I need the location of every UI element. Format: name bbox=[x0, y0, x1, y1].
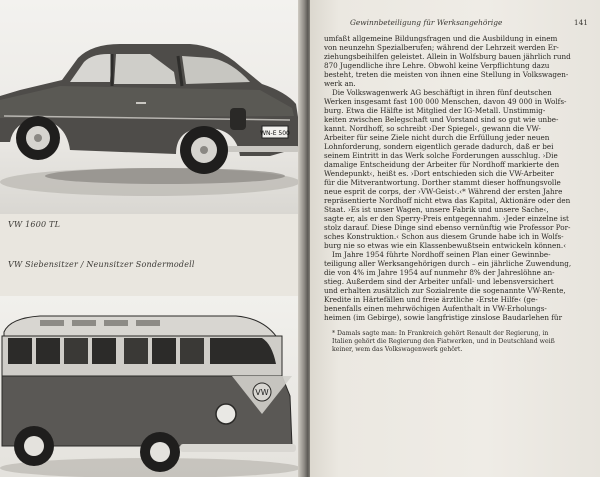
text-line: burg nie so etwas wie ein Klassenbewußtsein entwickeln können.‹ bbox=[324, 241, 567, 250]
text-line: Wendepunkt‹, heißt es. ›Dort entschieden sich die VW-Arbeiter bbox=[324, 169, 554, 178]
photo-vw-1600-tl bbox=[0, 0, 300, 214]
text-line: Staat. ›Es ist unser Wagen, unsere Fabrik und unsere Sache‹, bbox=[324, 205, 549, 214]
text-line: Im Jahre 1954 führte Nordhoff seinen Plan einer Gewinnbe- bbox=[332, 250, 551, 259]
text-line: teiligung aller Werksangehörigen durch – ein jährliche Zuwendung, bbox=[324, 259, 572, 268]
text-line: Die Volkswagenwerk AG beschäftigt in ihren fünf deutschen bbox=[332, 88, 552, 97]
text-line: Lohnforderung, sondern eigentlich gerade dadurch, daß er bei bbox=[324, 142, 554, 151]
text-line: von neunzehn Spezialberufen; während der Lehrzeit werden Er- bbox=[324, 43, 559, 52]
text-line: ziehungsbeihilfen geleistet. Allein in Wolfsburg bauen jährlich rund bbox=[324, 52, 571, 61]
text-line: 870 Jugendliche ihre Lehre. Obwohl keine Verpflichtung dazu bbox=[324, 61, 550, 70]
text-line: heimen (im Gebirge), sowie langfristige zinslose Baudarlehen für bbox=[324, 313, 563, 322]
footnote-line: keiner, wem das Volkswagenwerk gehört. bbox=[332, 346, 463, 353]
text-line: stolz darauf. Diese Dinge sind ebenso vernünftig wie Professor Por- bbox=[324, 223, 571, 232]
vw-bus-illustration bbox=[0, 296, 300, 477]
text-line: sches Konstruktion.‹ Schon aus diesem Grunde habe ich in Wolfs- bbox=[324, 232, 564, 241]
text-line: damalige Entscheidung der Arbeiter für Nordhoff markierte den bbox=[324, 160, 560, 169]
vw-emblem: VW bbox=[255, 388, 269, 397]
text-line: und erhalten zusätzlich zur Sozialrente die sogenannte VW-Rente, bbox=[324, 286, 566, 295]
caption-vw-1600-tl: VW 1600 TL bbox=[8, 220, 61, 229]
page-number: 141 bbox=[573, 18, 588, 27]
vw-fastback-illustration bbox=[0, 0, 300, 214]
text-line: werk an. bbox=[324, 79, 356, 88]
text-line: neue esprit de corps, der ›VW-Geist‹.‹* Während der ersten Jahre bbox=[324, 187, 563, 196]
text-line: stieg. Außerdem sind der Arbeiter unfall- und lebensversichert bbox=[324, 277, 554, 286]
text-line: die von 4% im Jahre 1954 auf nunmehr 8% der Jahreslöhne an- bbox=[324, 268, 555, 277]
photo-vw-bus bbox=[0, 296, 300, 477]
text-line: Arbeiter für seine Ziele nicht durch die Erfüllung jeder neuen bbox=[324, 133, 550, 142]
footnote-line: * Damals sagte man: In Frankreich gehört Renault der Regierung, in bbox=[332, 330, 549, 337]
text-line: seinem Eintritt in das Werk solche Forderungen ausschlug. ›Die bbox=[324, 151, 558, 160]
footnote-line: Italien gehört die Regierung den Fiatwerken, und in Deutschland weiß bbox=[332, 338, 555, 345]
text-line: umfaßt allgemeine Bildungsfragen und die Ausbildung in einem bbox=[324, 34, 558, 43]
text-line: sagte er, als er den Sperry-Preis entgegennahm. ›Jeder einzelne ist bbox=[324, 214, 569, 223]
text-line: für die Mitverantwortung. Dorther stammt dieser hoffnungsvolle bbox=[324, 178, 561, 187]
caption-vw-bus: VW Siebensitzer / Neunsitzer Sondermodell bbox=[8, 260, 195, 269]
running-head: Gewinnbeteiligung für Werksangehörige bbox=[350, 18, 503, 27]
text-line: burg. Etwa die Hälfte ist Mitglied der IG-Metall. Unstimmig- bbox=[324, 106, 546, 115]
text-line: keiten zwischen Belegschaft und Vorstand sind so gut wie unbe- bbox=[324, 115, 559, 124]
text-line: besteht, treten die meisten von ihnen eine Stellung in Volkswagen- bbox=[324, 70, 569, 79]
text-line: benenfalls einen mehrwöchigen Aufenthalt in VW-Erholungs- bbox=[324, 304, 547, 313]
text-line: Werken insgesamt fast 100 000 Menschen, davon 49 000 in Wolfs- bbox=[324, 97, 567, 106]
license-plate: WN-E 500 bbox=[260, 130, 290, 137]
text-line: repräsentierte Nordhoff nicht etwa das Kapital, Aktionäre oder den bbox=[324, 196, 571, 205]
text-line: kannt. Nordhoff, so schreibt ›Der Spiegel‹, gewann die VW- bbox=[324, 124, 541, 133]
right-page bbox=[310, 0, 600, 477]
text-line: Kredite in Härtefällen und freie ärztliche ›Erste Hilfe‹ (ge- bbox=[324, 295, 538, 304]
